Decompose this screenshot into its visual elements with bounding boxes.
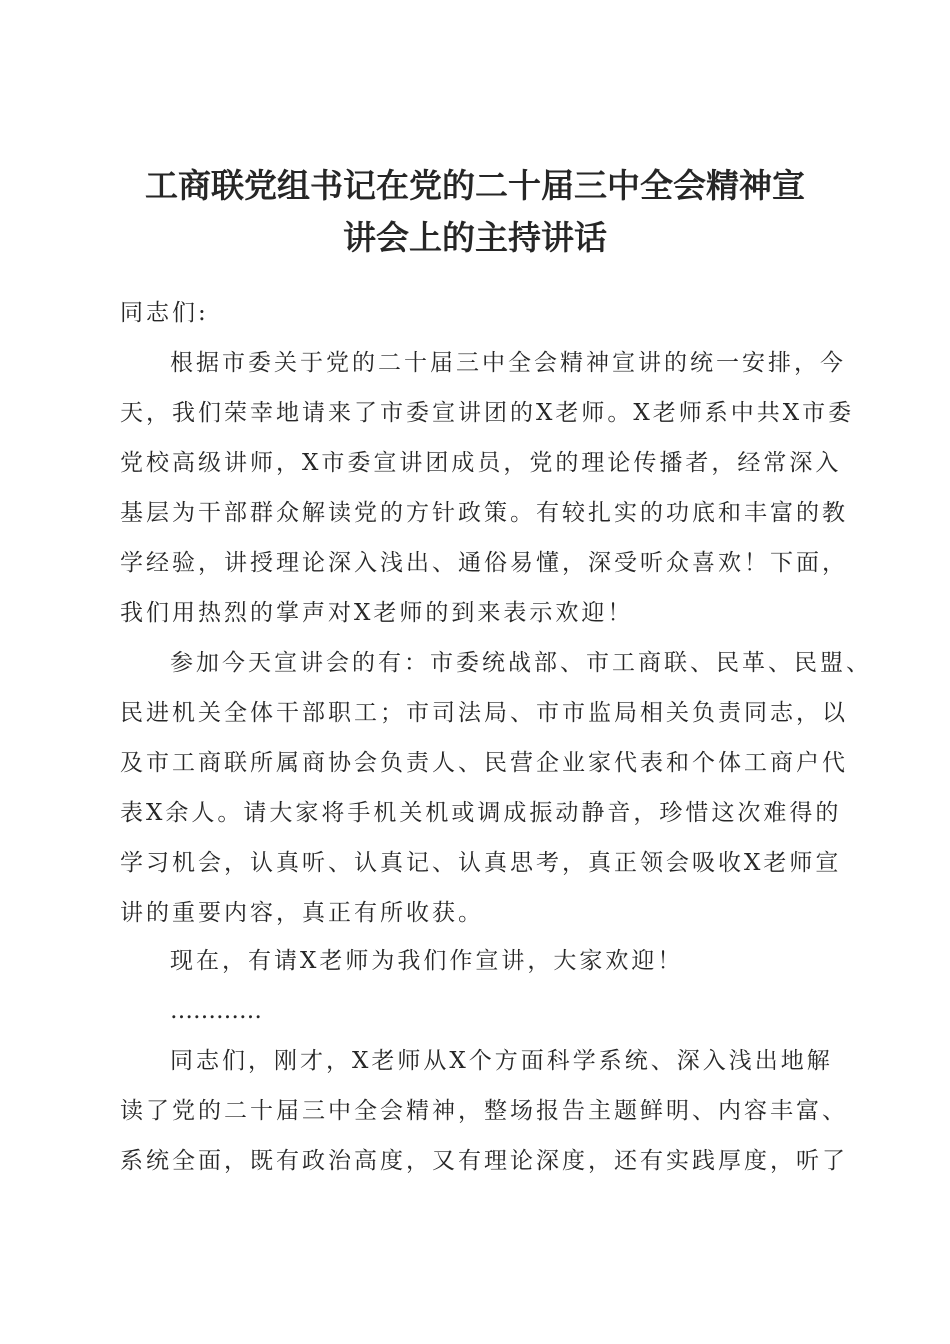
paragraph-line: 讲的重要内容，真正有所收获。	[120, 900, 484, 926]
paragraph-line: 系统全面，既有政治高度，又有理论深度，还有实践厚度，听了	[120, 1148, 848, 1174]
paragraph-line: 及市工商联所属商协会负责人、民营企业家代表和个体工商户代	[120, 750, 848, 776]
paragraph-line: 天，我们荣幸地请来了市委宣讲团的X老师。X老师系中共X市委	[120, 400, 855, 426]
document-title-line-2: 讲会上的主持讲话	[343, 218, 607, 257]
paragraph-line: 我们用热烈的掌声对X老师的到来表示欢迎！	[120, 600, 634, 626]
document-title-line-1: 工商联党组书记在党的二十届三中全会精神宣	[145, 166, 805, 205]
ellipsis-line: …………	[170, 998, 262, 1024]
paragraph-line: 根据市委关于党的二十届三中全会精神宣讲的统一安排，今	[170, 350, 846, 376]
paragraph-line: 同志们，刚才，X老师从X个方面科学系统、深入浅出地解	[170, 1048, 833, 1074]
paragraph-line: 党校高级讲师，X市委宣讲团成员，党的理论传播者，经常深入	[120, 450, 842, 476]
paragraph-line: 现在，有请X老师为我们作宣讲，大家欢迎！	[170, 948, 684, 974]
paragraph-line: 学经验，讲授理论深入浅出、通俗易懂，深受听众喜欢！下面，	[120, 550, 848, 576]
paragraph-line: 民进机关全体干部职工；市司法局、市市监局相关负责同志，以	[120, 700, 848, 726]
greeting: 同志们:	[120, 300, 209, 326]
paragraph-line: 学习机会，认真听、认真记、认真思考，真正领会吸收X老师宣	[120, 850, 842, 876]
paragraph-line: 读了党的二十届三中全会精神，整场报告主题鲜明、内容丰富、	[120, 1098, 848, 1124]
paragraph-line: 参加今天宣讲会的有：市委统战部、市工商联、民革、民盟、	[170, 650, 872, 676]
paragraph-line: 表X余人。请大家将手机关机或调成振动静音，珍惜这次难得的	[120, 800, 842, 826]
paragraph-line: 基层为干部群众解读党的方针政策。有较扎实的功底和丰富的教	[120, 500, 848, 526]
